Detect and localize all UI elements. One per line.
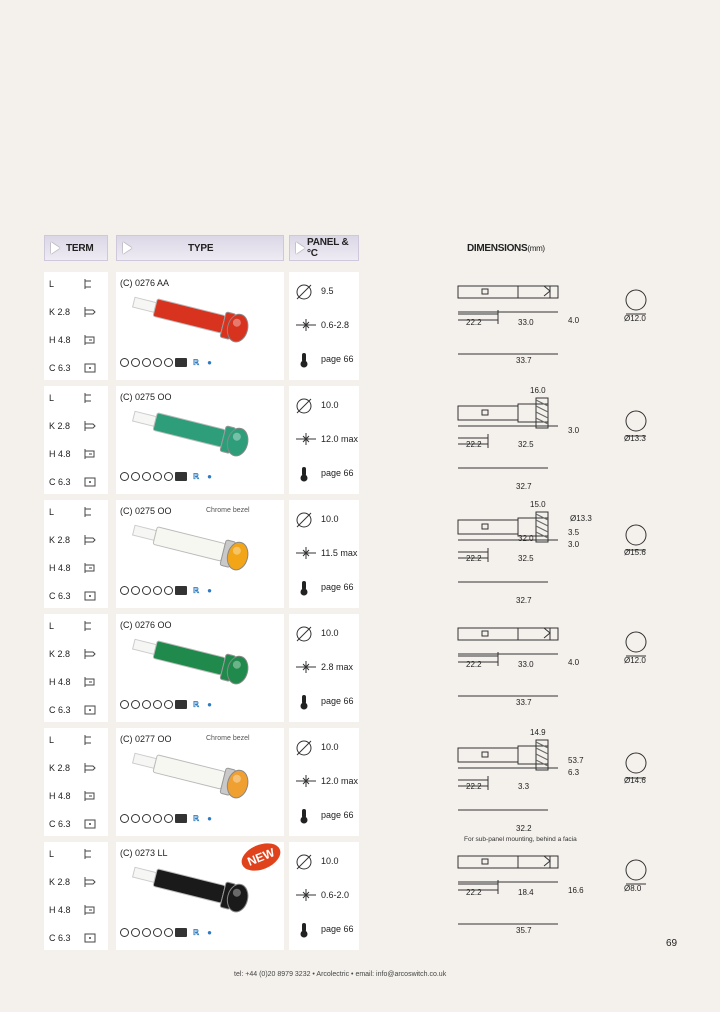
dim-c: 16.6 [568,886,584,895]
dim-c: 4.0 [568,316,580,325]
cert-icon [175,472,187,481]
term-line [49,762,105,774]
temperature-ref: page 66 [321,582,354,592]
cert-icon [142,358,151,367]
term-header [44,235,108,261]
indicator-lamp-image [126,406,276,466]
term-line [49,848,105,860]
thermometer-icon [295,694,313,710]
product-row [44,614,720,724]
cert-icon [153,358,162,367]
cert-icon [131,700,140,709]
product-code: (C) 0275 OO [120,506,172,516]
type-cell [116,614,284,722]
product-row [44,272,720,382]
panel-thickness-line [295,660,359,674]
dim-side1: 3.5 [568,528,580,537]
term-label: H 4.8 [49,677,71,687]
csa-cert-icon: ● [207,472,212,481]
panel-thickness-line [295,546,359,560]
term-label: C 6.3 [49,477,71,487]
dim-d: 33.7 [516,698,532,707]
panel-hole-value: 10.0 [321,400,339,410]
term-line [49,476,105,488]
term-label: C 6.3 [49,933,71,943]
ul-cert-icon: ℝ [192,814,200,823]
panel-cell [289,614,359,722]
dim-d: 33.7 [516,356,532,365]
dim-d: 32.7 [516,596,532,605]
dim-diameter: Ø12.0 [624,656,646,665]
cert-icon [164,700,173,709]
thermometer-icon [295,466,313,482]
temperature-line [295,808,359,822]
dim-c: 3.0 [568,426,580,435]
panel-thickness-value: 0.6-2.0 [321,890,350,900]
dimensions-label: DIMENSIONS [467,243,528,254]
dimension-drawing [454,272,684,382]
dimensions-unit: (mm) [527,244,545,253]
term-line [49,620,105,632]
product-row [44,386,720,496]
diameter-icon [295,398,315,414]
dim-diameter: Ø14.6 [624,776,646,785]
cert-icon [164,472,173,481]
diameter-icon [295,284,315,300]
term-line [49,648,105,660]
cert-icon [164,928,173,937]
thermometer-icon [295,352,313,368]
product-row [44,836,720,952]
dimension-drawing [454,386,684,496]
term-line [49,278,105,290]
panel-thickness-value: 11.5 max [321,548,358,558]
temperature-line [295,352,359,366]
thickness-icon [295,546,317,560]
csa-cert-icon: ● [207,586,212,595]
term-label: K 2.8 [49,877,71,887]
cert-icon [131,472,140,481]
dim-d: 32.2 [516,824,532,833]
product-code: (C) 0275 OO [120,392,172,402]
dimension-drawing [454,836,684,952]
term-line [49,704,105,716]
triangle-cert-icon [120,700,129,709]
panel-hole-value: 10.0 [321,856,339,866]
dim-diameter: Ø15.6 [624,548,646,557]
term-label: K 2.8 [49,421,71,431]
term-line [49,734,105,746]
term-line [49,420,105,432]
dim-b: 3.3 [518,782,530,791]
cert-icon [164,814,173,823]
panel-cell [289,386,359,494]
indicator-lamp-image [126,292,276,352]
certification-icons [120,928,214,937]
term-cell [44,728,108,836]
product-code: (C) 0277 OO [120,734,172,744]
ul-cert-icon: ℝ [192,358,200,367]
cert-icon [142,700,151,709]
dimension-note: For sub-panel mounting, behind a facia [464,836,577,843]
thickness-icon [295,660,317,674]
panel-thickness-line [295,432,359,446]
diameter-icon [295,626,315,642]
product-code: (C) 0276 OO [120,620,172,630]
dim-diameter: Ø13.3 [624,434,646,443]
type-cell [116,386,284,494]
panel-hole-line [295,626,359,640]
dim-diameter: Ø12.0 [624,314,646,323]
product-note: Chrome bezel [206,507,250,514]
panel-hole-line [295,284,359,298]
triangle-cert-icon [120,586,129,595]
cert-icon [153,586,162,595]
panel-thickness-line [295,774,359,788]
cert-icon [175,928,187,937]
cert-icon [131,928,140,937]
term-cell [44,272,108,380]
cert-icon [153,928,162,937]
diameter-icon [295,512,315,528]
diameter-icon [295,740,315,756]
type-cell [116,272,284,380]
product-code: (C) 0276 AA [120,278,170,288]
dim-a: 22.2 [466,554,482,563]
dimension-diagram [454,272,684,382]
dim-a: 22.2 [466,888,482,897]
dim-a: 22.2 [466,782,482,791]
dim-b: 33.0 [518,318,534,327]
cert-icon [175,586,187,595]
product-note: Chrome bezel [206,735,250,742]
panel-thickness-value: 0.6-2.8 [321,320,350,330]
footer-contact: tel: +44 (0)20 8979 3232 • Arcolectric • email: info@arcoswitch.co.uk [234,971,447,978]
new-badge [238,838,284,876]
dim-d: 35.7 [516,926,532,935]
temperature-ref: page 66 [321,354,354,364]
panel-cell [289,500,359,608]
term-cell [44,614,108,722]
cert-icon [153,700,162,709]
term-label: K 2.8 [49,535,71,545]
type-cell [116,500,284,608]
term-line [49,306,105,318]
cert-icon [142,928,151,937]
cert-icon [142,814,151,823]
dim-c: 4.0 [568,658,580,667]
dimension-diagram [454,500,684,610]
dim-a: 22.2 [466,318,482,327]
term-label: C 6.3 [49,705,71,715]
panel-hole-value: 9.5 [321,286,334,296]
term-label: L [49,393,55,403]
cert-icon [153,472,162,481]
term-label: K 2.8 [49,307,71,317]
dim-d: 32.7 [516,482,532,491]
dim-side1: 53.7 [568,756,584,765]
dim-a: 22.2 [466,440,482,449]
dim-c: 3.0 [568,540,580,549]
dim-b: 18.4 [518,888,534,897]
term-line [49,818,105,830]
term-header-label: TERM [66,242,94,254]
dimension-diagram [454,728,684,838]
product-row [44,728,720,838]
dim-top: 14.9 [530,728,546,737]
triangle-cert-icon [120,814,129,823]
product-code: (C) 0273 LL [120,848,168,858]
panel-cell [289,728,359,836]
dim-c: 6.3 [568,768,580,777]
ul-cert-icon: ℝ [192,928,200,937]
cert-icon [131,814,140,823]
term-label: K 2.8 [49,763,71,773]
dim-top: 15.0 [530,500,546,509]
ul-cert-icon: ℝ [192,472,200,481]
cert-icon [142,586,151,595]
term-line [49,590,105,602]
thickness-icon [295,318,317,332]
temperature-line [295,922,359,936]
term-line [49,790,105,802]
triangle-cert-icon [120,358,129,367]
term-line [49,534,105,546]
term-line [49,904,105,916]
dim-top: 16.0 [530,386,546,395]
panel-thickness-value: 12.0 max [321,434,359,444]
panel-thickness-value: 2.8 max [321,662,354,672]
thickness-icon [295,774,317,788]
term-label: H 4.8 [49,449,71,459]
temperature-ref: page 66 [321,810,354,820]
product-row [44,500,720,610]
temperature-line [295,466,359,480]
thickness-icon [295,432,317,446]
dimension-drawing [454,500,684,610]
type-header [116,235,284,261]
type-header-label: TYPE [188,242,214,254]
term-line [49,562,105,574]
term-line [49,362,105,374]
term-line [49,392,105,404]
term-label: H 4.8 [49,563,71,573]
cert-icon [175,814,187,823]
term-label: L [49,621,55,631]
svg-text:NEW: NEW [245,845,277,869]
certification-icons [120,700,214,709]
dimension-drawing [454,728,684,838]
triangle-cert-icon [120,928,129,937]
panel-thickness-line [295,888,359,902]
term-line [49,506,105,518]
dimension-diagram [454,386,684,496]
panel-cell [289,272,359,380]
panel-header [289,235,359,261]
cert-icon [175,358,187,367]
triangle-icon [123,242,132,254]
csa-cert-icon: ● [207,814,212,823]
page-number: 69 [666,938,678,949]
temperature-ref: page 66 [321,924,354,934]
term-line [49,448,105,460]
csa-cert-icon: ● [207,358,212,367]
triangle-cert-icon [120,472,129,481]
panel-thickness-line [295,318,359,332]
indicator-lamp-image [126,748,276,808]
certification-icons [120,358,214,367]
term-label: C 6.3 [49,363,71,373]
cert-icon [164,358,173,367]
cert-icon [175,700,187,709]
dim-a: 22.2 [466,660,482,669]
term-label: L [49,279,55,289]
term-label: H 4.8 [49,791,71,801]
dim-b: 33.0 [518,660,534,669]
term-line [49,676,105,688]
triangle-icon [296,242,305,254]
dim-b: 32.5 [518,440,534,449]
term-label: C 6.3 [49,591,71,601]
term-line [49,876,105,888]
cert-icon [153,814,162,823]
certification-icons [120,586,214,595]
panel-hole-value: 10.0 [321,514,339,524]
term-label: H 4.8 [49,335,71,345]
dimension-drawing [454,614,684,724]
panel-hole-value: 10.0 [321,742,339,752]
thermometer-icon [295,922,313,938]
triangle-icon [51,242,60,254]
term-line [49,334,105,346]
temperature-ref: page 66 [321,696,354,706]
indicator-lamp-image [126,634,276,694]
term-label: L [49,735,55,745]
temperature-line [295,694,359,708]
dim-diameter-2: Ø13.3 [570,514,592,523]
csa-cert-icon: ● [207,700,212,709]
temperature-line [295,580,359,594]
cert-icon [131,358,140,367]
panel-thickness-value: 12.0 max [321,776,359,786]
dim-b: 32.5 [518,554,534,563]
ul-cert-icon: ℝ [192,586,200,595]
panel-cell [289,842,359,950]
panel-hole-line [295,512,359,526]
term-line [49,932,105,944]
diameter-icon [295,854,315,870]
dimension-diagram [454,614,684,724]
dimension-diagram [454,842,684,952]
term-label: L [49,507,55,517]
term-cell [44,386,108,494]
indicator-lamp-image [126,520,276,580]
thermometer-icon [295,808,313,824]
panel-hole-line [295,854,359,868]
cert-icon [131,586,140,595]
type-cell [116,728,284,836]
term-cell [44,842,108,950]
certification-icons [120,472,214,481]
dim-diameter: Ø8.0 [624,884,642,893]
term-cell [44,500,108,608]
thickness-icon [295,888,317,902]
ul-cert-icon: ℝ [192,700,200,709]
panel-hole-value: 10.0 [321,628,339,638]
dim-side2: 32.0 [518,534,534,543]
panel-header-label: PANEL & °C [307,237,349,259]
cert-icon [164,586,173,595]
csa-cert-icon: ● [207,928,212,937]
panel-hole-line [295,740,359,754]
term-label: H 4.8 [49,905,71,915]
thermometer-icon [295,580,313,596]
certification-icons [120,814,214,823]
cert-icon [142,472,151,481]
term-label: C 6.3 [49,819,71,829]
temperature-ref: page 66 [321,468,354,478]
panel-hole-line [295,398,359,412]
term-label: K 2.8 [49,649,71,659]
term-label: L [49,849,55,859]
dimensions-title [467,243,545,254]
